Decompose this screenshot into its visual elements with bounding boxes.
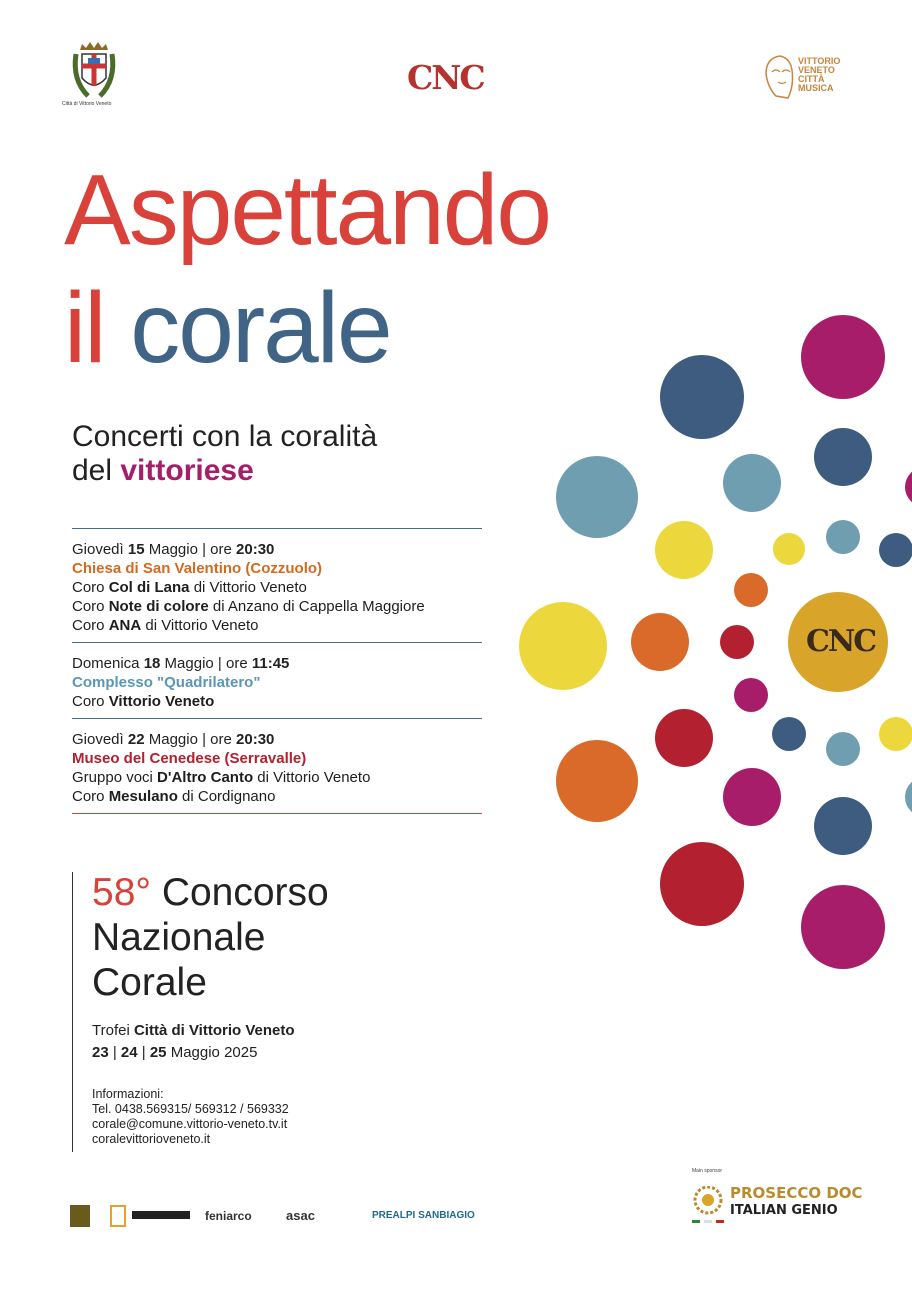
event-place: Museo del Cenedese (Serravalle) [72,750,307,767]
italian-genio-logo: ITALIAN GENIO [730,1203,838,1218]
feniarco-logo: feniarco [205,1209,252,1223]
phone-text: Tel. 0438.569315/ 569312 / 569332 [92,1102,289,1116]
composer-portrait-icon [760,52,800,102]
contact-info: Informazioni: Tel. 0438.569315/ 569312 / 569332 corale@comune.vittorio-veneto.tv.it coralevittorioveneto.it [92,1087,289,1146]
events-list [72,528,482,814]
website-link[interactable]: coralevittorioveneto.it [92,1132,211,1146]
prealpi-sanbiagio-logo: PREALPI SANBIAGIO [372,1210,475,1221]
email-link[interactable]: corale@comune.vittorio-veneto.tv.it [92,1117,288,1131]
title-line2: il corale [64,272,391,384]
crest-caption: Città di Vittorio Veneto [62,101,112,107]
sponsor-logos [70,1205,520,1227]
concorso-title: 58° Concorso Nazionale Corale [92,871,329,1004]
event-item: Giovedì 22 Maggio | ore 20:30 Museo del Cenedese (Serravalle) Gruppo voci D'Altro Canto di Vittorio Veneto Coro Mesulano di Cordignano [72,719,482,813]
dots-center-logo: CNC [806,624,876,659]
main-sponsor-label: Main sponsor [692,1168,723,1174]
event-place: Chiesa di San Valentino (Cozzuolo) [72,560,323,577]
event-place: Complesso "Quadrilatero" [72,674,261,691]
prosecco-seal-icon [690,1186,726,1226]
event-item: Giovedì 15 Maggio | ore 20:30 Chiesa di San Valentino (Cozzuolo) Coro Col di Lana di Vittorio Veneto Coro Note di colore di Anzano di Cappella Maggiore Coro ANA di Vittorio Veneto [72,529,482,642]
asac-logo: asac [286,1208,315,1223]
city-crest-icon [68,40,120,108]
event-item: Domenica 18 Maggio | ore 11:45 Complesso "Quadrilatero" Coro Vittorio Veneto [72,643,482,718]
province-crest-icon [70,1205,90,1227]
prosecco-doc-logo: PROSECCO DOC [730,1184,863,1202]
subtitle: Concerti con la coralità del vittoriese [72,420,378,487]
vertical-rule [72,872,73,1152]
vittorio-veneto-citta-musica-logo: VITTORIO VENETO CITTÀ MUSICA [798,56,841,93]
cnc-logo: CNC [407,58,484,97]
title-line1: Aspettando [64,154,550,266]
provincia-logo-bar [132,1211,190,1219]
regione-logo-icon [110,1205,126,1227]
concorso-details: Trofei Città di Vittorio Veneto 23 | 24 | 25 Maggio 2025 [92,1022,295,1061]
divider [72,813,482,814]
